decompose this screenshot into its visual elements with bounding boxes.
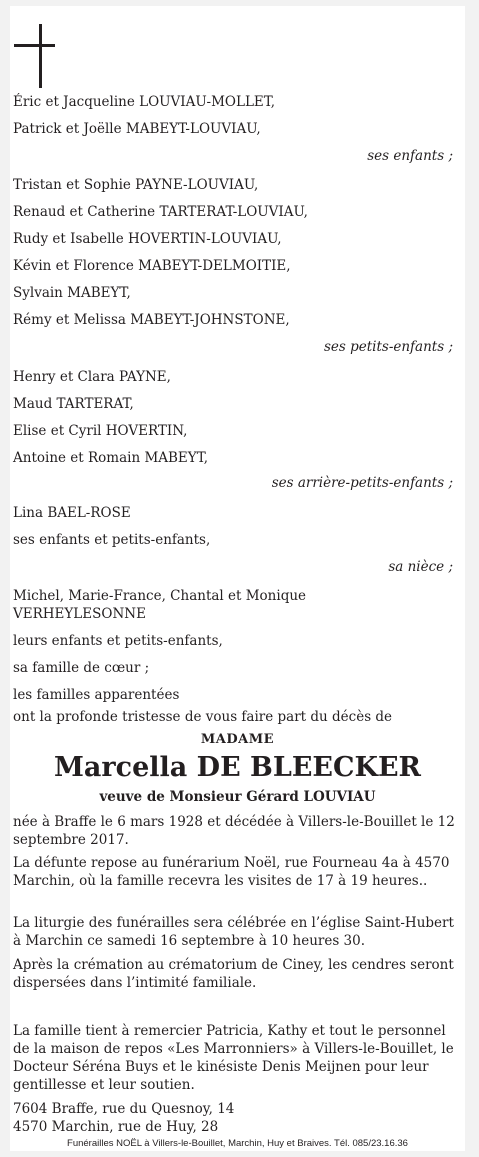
funeral-director-footer: Funérailles NOËL à Villers-le-Bouillet, Marchin, Huy et Braives. Tél. 085/23.16.36	[67, 1138, 408, 1149]
thanks-paragraph: La famille tient à remercier Patricia, Kathy et tout le personnel de la maison de repos «Les Marronniers» à Villers-le-Bouillet, le Docteur Séréna Buys et le kinésiste Denis Meijnen pour leur gentillesse et leur soutien.	[13, 1023, 454, 1093]
grandchildren-line: Rémy et Melissa MABEYT-JOHNSTONE,	[13, 312, 290, 328]
children-line: Éric et Jacqueline LOUVIAU-MOLLET,	[13, 94, 276, 110]
children-role: ses enfants ;	[367, 148, 453, 164]
great-grandchildren-line: Henry et Clara PAYNE,	[13, 369, 171, 385]
address-line: 4570 Marchin, rue de Huy, 28	[13, 1119, 219, 1135]
cross-icon	[39, 24, 42, 88]
obituary-notice	[10, 6, 465, 1151]
funeral-home-paragraph: La défunte repose au funérarium Noël, rue Fourneau 4a à 4570 Marchin, où la famille recevra les visites de 17 à 19 heures..	[13, 855, 450, 889]
great-grandchildren-line: Elise et Cyril HOVERTIN,	[13, 423, 188, 439]
others-line: VERHEYLESONNE	[13, 606, 146, 622]
others-line: Michel, Marie-France, Chantal et Monique	[13, 588, 307, 604]
deceased-spouse: veuve de Monsieur Gérard LOUVIAU	[99, 789, 376, 805]
others-line: leurs enfants et petits-enfants,	[13, 633, 223, 649]
niece-role: sa nièce ;	[388, 559, 453, 575]
others-line: sa famille de cœur ;	[13, 660, 150, 676]
grandchildren-line: Kévin et Florence MABEYT-DELMOITIE,	[13, 258, 291, 274]
grandchildren-line: Sylvain MABEYT,	[13, 285, 131, 301]
grandchildren-line: Renaud et Catherine TARTERAT-LOUVIAU,	[13, 204, 308, 220]
grandchildren-role: ses petits-enfants ;	[323, 339, 453, 355]
children-line: Patrick et Joëlle MABEYT-LOUVIAU,	[13, 121, 261, 137]
grandchildren-line: Rudy et Isabelle HOVERTIN-LOUVIAU,	[13, 231, 282, 247]
others-line: les familles apparentées	[13, 687, 180, 703]
great-grandchildren-role: ses arrière-petits-enfants ;	[271, 475, 453, 491]
deceased-name: Marcella DE BLEECKER	[54, 752, 421, 783]
niece-line: ses enfants et petits-enfants,	[13, 532, 211, 548]
liturgy-paragraph: La liturgie des funérailles sera célébrée en l’église Saint-Hubert à Marchin ce samedi 16 septembre à 10 heures 30.	[13, 915, 454, 949]
cremation-paragraph: Après la crémation au crématorium de Ciney, les cendres seront dispersées dans l’intimité familiale.	[13, 957, 454, 991]
cross-icon-bar	[14, 44, 55, 47]
great-grandchildren-line: Maud TARTERAT,	[13, 396, 134, 412]
birth-death-paragraph: née à Braffe le 6 mars 1928 et décédée à Villers-le-Bouillet le 12 septembre 2017.	[13, 814, 455, 848]
niece-line: Lina BAEL-ROSE	[13, 505, 131, 521]
grandchildren-line: Tristan et Sophie PAYNE-LOUVIAU,	[13, 177, 259, 193]
announcement-line: ont la profonde tristesse de vous faire part du décès de	[13, 709, 393, 725]
great-grandchildren-line: Antoine et Romain MABEYT,	[13, 450, 209, 466]
address-line: 7604 Braffe, rue du Quesnoy, 14	[13, 1101, 235, 1117]
deceased-title: MADAME	[200, 732, 275, 747]
